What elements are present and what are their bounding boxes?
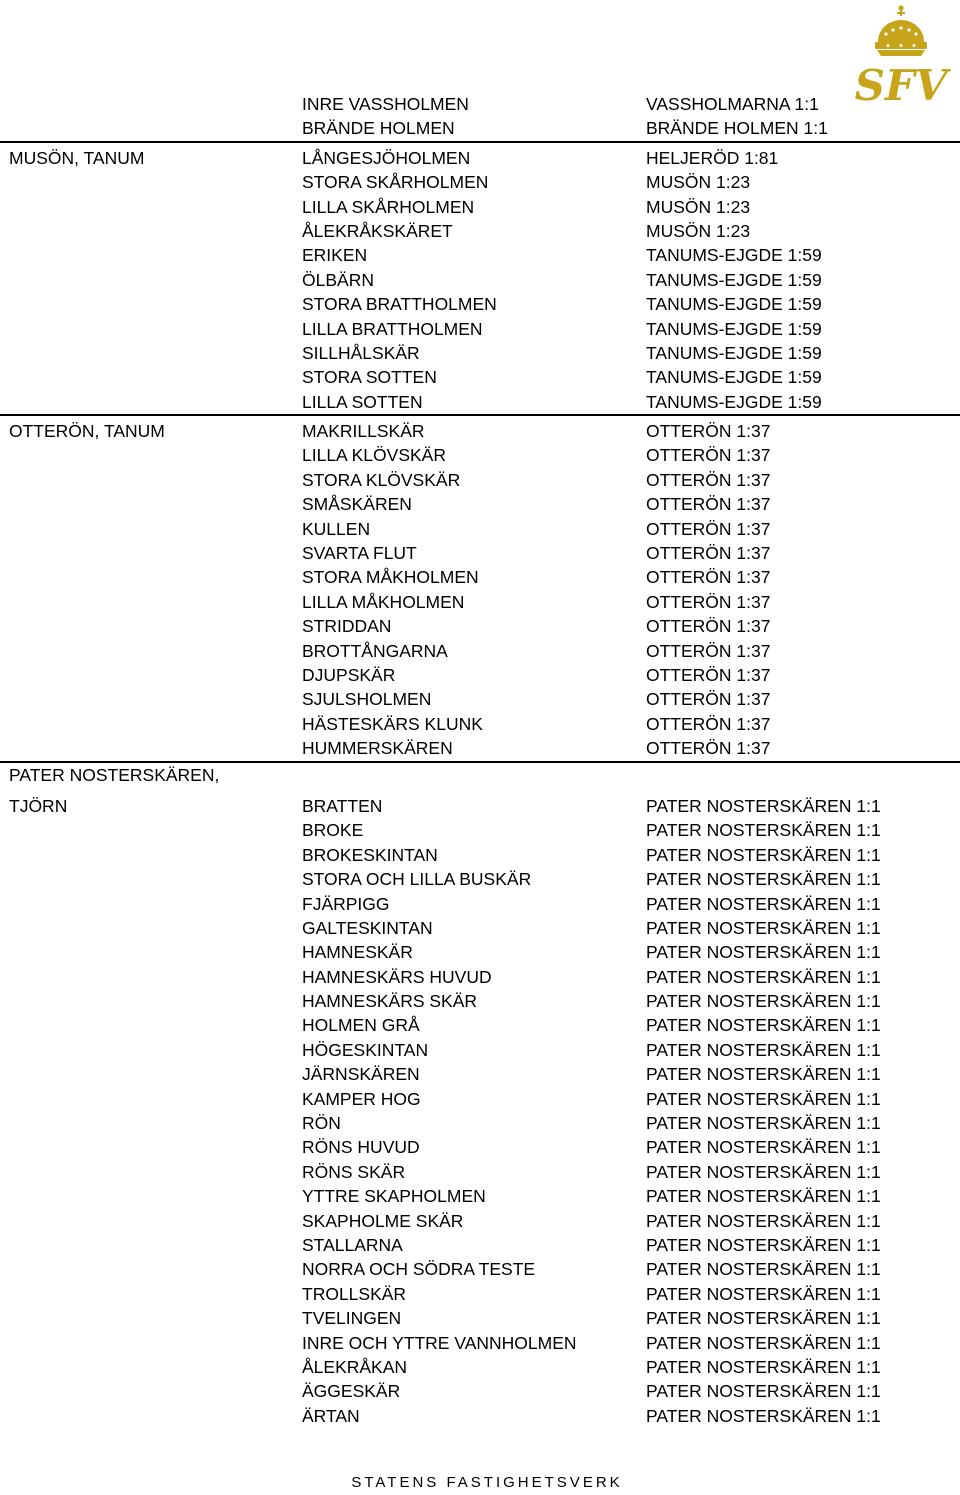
property-designation: PATER NOSTERSKÄREN 1:1 [646,966,881,987]
island-name: BROKE [302,820,364,841]
island-name: TROLLSKÄR [302,1283,407,1304]
island-name: ÖLBÄRN [302,269,374,290]
property-designation: OTTERÖN 1:37 [646,689,771,710]
table-row [0,92,960,116]
table-row [0,468,960,492]
sfv-logo-text: SFV [854,61,948,106]
island-name: YTTRE SKAPHOLMEN [302,1186,486,1207]
island-name: LILLA KLÖVSKÄR [302,445,446,466]
table-row [0,243,960,267]
property-designation: PATER NOSTERSKÄREN 1:1 [646,1332,881,1353]
area-name-line2: TJÖRN [9,795,68,816]
island-name: HUMMERSKÄREN [302,738,453,759]
island-name: SKAPHOLME SKÄR [302,1210,464,1231]
property-designation: PATER NOSTERSKÄREN 1:1 [646,844,881,865]
table-row [0,219,960,243]
property-designation: PATER NOSTERSKÄREN 1:1 [646,1039,881,1060]
island-name: BRATTEN [302,795,383,816]
property-designation: OTTERÖN 1:37 [646,591,771,612]
group-muson [0,141,960,414]
property-designation: PATER NOSTERSKÄREN 1:1 [646,1137,881,1158]
group-pater-nosterskaren [0,761,960,1429]
table-row [0,1306,960,1330]
property-designation: PATER NOSTERSKÄREN 1:1 [646,1015,881,1036]
table-row [0,1233,960,1257]
island-name: KAMPER HOG [302,1088,421,1109]
table-row [0,1062,960,1086]
table-row [0,492,960,516]
property-designation: OTTERÖN 1:37 [646,713,771,734]
island-name: HÖGESKINTAN [302,1039,429,1060]
island-name: DJUPSKÄR [302,664,396,685]
island-name: ÅLEKRÅKSKÄRET [302,220,453,241]
property-designation: MUSÖN 1:23 [646,220,751,241]
table-row [0,146,960,170]
table-row [0,341,960,365]
island-name: INRE VASSHOLMEN [302,94,469,114]
table-row [0,916,960,940]
property-designation: PATER NOSTERSKÄREN 1:1 [646,1113,881,1134]
island-name: INRE OCH YTTRE VANNHOLMEN [302,1332,577,1353]
table-row [0,614,960,638]
table-row [0,443,960,467]
island-name: LILLA SOTTEN [302,391,423,412]
table-row [0,712,960,736]
island-name: ÄRTAN [302,1405,360,1426]
property-designation: PATER NOSTERSKÄREN 1:1 [646,1308,881,1329]
island-name: SMÅSKÄREN [302,494,412,515]
table-row [0,116,960,140]
property-designation: PATER NOSTERSKÄREN 1:1 [646,942,881,963]
island-name: STRIDDAN [302,616,392,637]
property-designation: PATER NOSTERSKÄREN 1:1 [646,1381,881,1402]
table-row [0,965,960,989]
table-row [0,892,960,916]
property-designation: OTTERÖN 1:37 [646,494,771,515]
table-row [0,843,960,867]
property-designation: PATER NOSTERSKÄREN 1:1 [646,1186,881,1207]
island-name: HOLMEN GRÅ [302,1015,420,1036]
property-designation: OTTERÖN 1:37 [646,518,771,539]
property-designation: OTTERÖN 1:37 [646,640,771,661]
table-row [0,989,960,1013]
area-name-line1: PATER NOSTERSKÄREN, [9,764,220,785]
island-name: LILLA BRATTHOLMEN [302,318,483,339]
property-designation: PATER NOSTERSKÄREN 1:1 [646,1088,881,1109]
island-name: ÅLEKRÅKAN [302,1356,408,1377]
footer-text: STATENS FASTIGHETSVERK [351,1474,623,1491]
property-designation: OTTERÖN 1:37 [646,664,771,685]
table-row [0,1257,960,1281]
island-name: STORA SKÅRHOLMEN [302,172,489,193]
property-designation: OTTERÖN 1:37 [646,421,771,442]
table-row [0,1038,960,1062]
table-row [0,1209,960,1233]
property-designation: OTTERÖN 1:37 [646,567,771,588]
table-row [0,390,960,414]
property-designation: PATER NOSTERSKÄREN 1:1 [646,820,881,841]
island-name: ÄGGESKÄR [302,1381,401,1402]
table-row [0,541,960,565]
property-designation: PATER NOSTERSKÄREN 1:1 [646,1210,881,1231]
property-designation: MUSÖN 1:23 [646,196,751,217]
property-designation: VASSHOLMARNA 1:1 [646,94,819,114]
pater-rows [0,794,960,1428]
property-designation: TANUMS-EJGDE 1:59 [646,269,822,290]
area-name: OTTERÖN, TANUM [9,421,165,442]
property-designation: OTTERÖN 1:37 [646,445,771,466]
island-name: RÖN [302,1113,341,1134]
island-name: LILLA MÅKHOLMEN [302,591,465,612]
property-designation: PATER NOSTERSKÄREN 1:1 [646,795,881,816]
table-row [0,639,960,663]
property-designation: PATER NOSTERSKÄREN 1:1 [646,893,881,914]
property-designation: OTTERÖN 1:37 [646,738,771,759]
island-name: KULLEN [302,518,371,539]
property-designation: PATER NOSTERSKÄREN 1:1 [646,869,881,890]
table-row [0,1282,960,1306]
table-row [0,317,960,341]
table-row [0,1379,960,1403]
island-name: GALTESKINTAN [302,917,433,938]
table-row [0,590,960,614]
group-otteron [0,414,960,760]
island-name: BROKESKINTAN [302,844,438,865]
table-row [0,1135,960,1159]
island-name: RÖNS HUVUD [302,1137,420,1158]
table-row [0,419,960,443]
island-name: BROTTÅNGARNA [302,640,448,661]
island-name: NORRA OCH SÖDRA TESTE [302,1259,536,1280]
island-name: JÄRNSKÄREN [302,1064,420,1085]
property-designation: OTTERÖN 1:37 [646,469,771,490]
table-row [0,565,960,589]
table-row [0,1160,960,1184]
table-row [0,1013,960,1037]
property-designation: TANUMS-EJGDE 1:59 [646,367,822,388]
table-row [0,736,960,760]
island-name: BRÄNDE HOLMEN [302,118,455,139]
island-name: STALLARNA [302,1234,403,1255]
property-designation: PATER NOSTERSKÄREN 1:1 [646,1283,881,1304]
island-name: STORA MÅKHOLMEN [302,567,479,588]
island-name: RÖNS SKÄR [302,1161,406,1182]
group-unlabeled [0,92,960,141]
table-row [0,687,960,711]
island-name: HAMNESKÄR [302,942,413,963]
property-designation: PATER NOSTERSKÄREN 1:1 [646,917,881,938]
table-row [0,517,960,541]
property-designation: PATER NOSTERSKÄREN 1:1 [646,1234,881,1255]
island-name: SILLHÅLSKÄR [302,342,420,363]
table-row [0,1404,960,1428]
table-row [0,365,960,389]
island-name: STORA OCH LILLA BUSKÄR [302,869,532,890]
table-row [0,1331,960,1355]
island-name: LILLA SKÅRHOLMEN [302,196,475,217]
island-name: SVARTA FLUT [302,543,417,564]
island-name: ERIKEN [302,245,368,266]
island-name: MAKRILLSKÄR [302,421,425,442]
property-designation: HELJERÖD 1:81 [646,147,779,168]
island-name: HAMNESKÄRS SKÄR [302,991,478,1012]
table-row [0,1355,960,1379]
table-row [0,170,960,194]
property-designation: MUSÖN 1:23 [646,172,751,193]
table-row [0,1111,960,1135]
island-name: STORA KLÖVSKÄR [302,469,461,490]
table-row [0,867,960,891]
table-row [0,1184,960,1208]
property-designation: OTTERÖN 1:37 [646,616,771,637]
area-name: MUSÖN, TANUM [9,147,145,168]
table-row [0,940,960,964]
island-name: SJULSHOLMEN [302,689,432,710]
property-designation: TANUMS-EJGDE 1:59 [646,342,822,363]
property-designation: PATER NOSTERSKÄREN 1:1 [646,1161,881,1182]
table-row [0,268,960,292]
property-designation: BRÄNDE HOLMEN 1:1 [646,118,828,139]
property-designation: PATER NOSTERSKÄREN 1:1 [646,991,881,1012]
property-designation: PATER NOSTERSKÄREN 1:1 [646,1405,881,1426]
property-designation: TANUMS-EJGDE 1:59 [646,391,822,412]
property-designation: TANUMS-EJGDE 1:59 [646,245,822,266]
island-name: FJÄRPIGG [302,893,390,914]
property-designation: PATER NOSTERSKÄREN 1:1 [646,1356,881,1377]
island-name: LÅNGESJÖHOLMEN [302,147,471,168]
island-name: TVELINGEN [302,1308,402,1329]
island-name: HÄSTESKÄRS KLUNK [302,713,483,734]
property-designation: TANUMS-EJGDE 1:59 [646,294,822,315]
table-row [0,794,960,818]
island-name: STORA BRATTHOLMEN [302,294,497,315]
property-designation: PATER NOSTERSKÄREN 1:1 [646,1259,881,1280]
island-name: HAMNESKÄRS HUVUD [302,966,492,987]
property-designation: TANUMS-EJGDE 1:59 [646,318,822,339]
table-row [0,1087,960,1111]
table-row [0,292,960,316]
table-row [0,195,960,219]
island-name: STORA SOTTEN [302,367,437,388]
property-designation: PATER NOSTERSKÄREN 1:1 [646,1064,881,1085]
table-row [0,663,960,687]
property-designation: OTTERÖN 1:37 [646,543,771,564]
table-row [0,818,960,842]
area-heading-row [0,763,960,787]
